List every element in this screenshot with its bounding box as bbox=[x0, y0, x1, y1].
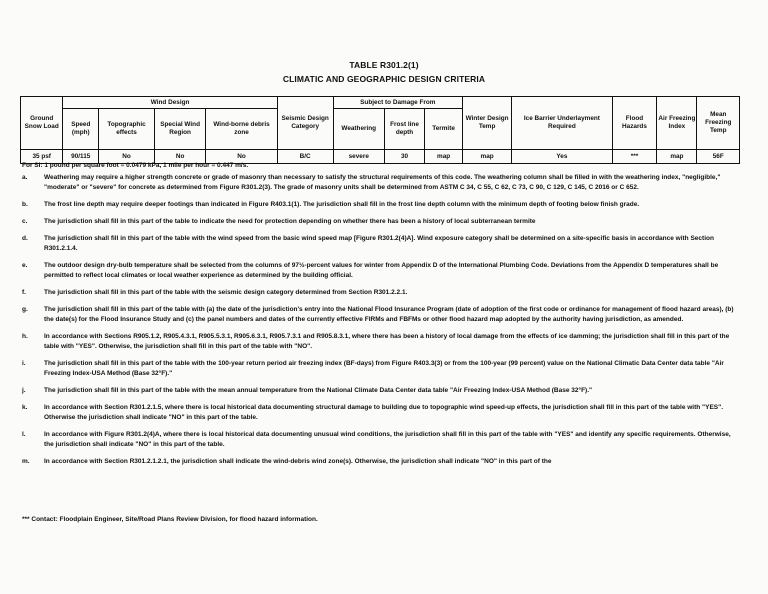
value-ground-snow-load: 35 psf bbox=[21, 150, 63, 164]
header-seismic-design-category: Seismic Design Category bbox=[277, 97, 333, 150]
footnote-marker: a. bbox=[22, 174, 28, 181]
footnote bbox=[22, 457, 742, 467]
footnote bbox=[22, 234, 742, 254]
value-windborne-debris-zone: No bbox=[206, 150, 277, 164]
header-ground-snow-load: Ground Snow Load bbox=[21, 97, 63, 150]
contact-note: *** Contact: Floodplain Engineer, Site/Road Plans Review Division, for flood hazard information. bbox=[22, 516, 318, 523]
group-header-wind-design: Wind Design bbox=[63, 97, 277, 109]
footnote-marker: k. bbox=[22, 404, 28, 411]
footnote-marker: j. bbox=[22, 387, 26, 394]
header-flood-hazards: Flood Hazards bbox=[612, 97, 657, 150]
footnote-marker: h. bbox=[22, 333, 28, 340]
header-ice-barrier: Ice Barrier Underlayment Required bbox=[512, 97, 612, 150]
group-header-subject-to-damage: Subject to Damage From bbox=[333, 97, 462, 109]
value-frost-line-depth: 30 bbox=[384, 150, 424, 164]
header-termite: Termite bbox=[425, 109, 463, 150]
footnote bbox=[22, 403, 742, 423]
value-speed: 90/115 bbox=[63, 150, 99, 164]
footnote-marker: l. bbox=[22, 431, 26, 438]
footnote bbox=[22, 386, 742, 396]
footnotes bbox=[22, 161, 742, 474]
header-windborne-debris-zone: Wind-borne debris zone bbox=[206, 109, 277, 150]
footnote bbox=[22, 305, 742, 325]
footnote-text: The outdoor design dry-bulb temperature shall be selected from the columns of 97½-percent values for winter from Appendix D of the International Plumbing Code. Deviations from the Appendix D temperatures shall be permitted to reflect local climates or local weather experience as determined by the building official. bbox=[44, 262, 719, 279]
header-mean-freezing-temp: Mean Freezing Temp bbox=[697, 97, 740, 150]
value-flood-hazards: *** bbox=[612, 150, 657, 164]
footnote-text: The frost line depth may require deeper footings than indicated in Figure R403.1(1). The jurisdiction shall fill in the frost line depth column with the minimum depth of footing below finish grade. bbox=[44, 201, 640, 208]
footnote-marker: c. bbox=[22, 218, 28, 225]
footnote bbox=[22, 200, 742, 210]
value-topographic-effects: No bbox=[99, 150, 155, 164]
footnote bbox=[22, 288, 742, 298]
footnote-text: In accordance with Figure R301.2(4)A, where there is local historical data documenting unusual wind conditions, the jurisdiction shall fill in this part of the table with "YES" and identify any specific requirements. Otherwise, the jurisdiction shall indicate "NO" in this part of the table. bbox=[44, 431, 731, 448]
header-frost-line-depth: Frost line depth bbox=[384, 109, 424, 150]
header-topographic-effects: Topographic effects bbox=[99, 109, 155, 150]
si-conversion-note: For SI: 1 pound per square foot = 0.0479 kPa, 1 mile per hour = 0.447 m/s. bbox=[22, 162, 249, 169]
value-air-freezing-index: map bbox=[657, 150, 697, 164]
value-winter-design-temp: map bbox=[463, 150, 512, 164]
footnote-text: The jurisdiction shall fill in this part of the table with the 100-year return period air freezing index (BF-days) from Figure R403.3(3) or from the 100-year (99 percent) value on the National Climatic Data Center data table "Air Freezing Index-USA Method (Base 32°F)." bbox=[44, 360, 724, 377]
value-termite: map bbox=[425, 150, 463, 164]
footnote bbox=[22, 430, 742, 450]
value-weathering: severe bbox=[333, 150, 384, 164]
table-number: TABLE R301.2(1) bbox=[349, 60, 419, 70]
footnote bbox=[22, 217, 742, 227]
footnote-marker: e. bbox=[22, 262, 28, 269]
footnote-marker: i. bbox=[22, 360, 26, 367]
footnote bbox=[22, 332, 742, 352]
footnote-text: In accordance with Section R301.2.1.5, where there is local historical data documenting structural damage to building due to topographic wind speed-up effects, the jurisdiction shall fill in this part of the table with "YES". Otherwise the jurisdiction shall indicate "NO" in this part of the table. bbox=[44, 404, 724, 421]
footnote-marker: g. bbox=[22, 306, 28, 313]
footnote bbox=[22, 173, 742, 193]
footnote-text: In accordance with Section R301.2.1.2.1, the jurisdiction shall indicate the wind-debris wind zone(s). Otherwise, the jurisdiction shall indicate "NO" in this part of the bbox=[44, 458, 552, 465]
footnote-text: The jurisdiction shall fill in this part of the table to indicate the need for protection depending on whether there has been a history of local subterranean termite bbox=[44, 218, 536, 225]
value-ice-barrier: Yes bbox=[512, 150, 612, 164]
footnote-text: In accordance with Sections R905.1.2, R905.4.3.1, R905.5.3.1, R905.6.3.1, R905.7.3.1 and R905.8.3.1, where there has been a history of local damage from the effects of ice damming; the jurisdiction shall fill in this part of the table with "YES". Otherwise, the jurisdiction shall fill in this part of the table with "NO". bbox=[44, 333, 730, 350]
header-air-freezing-index: Air Freezing Index bbox=[657, 97, 697, 150]
footnote-text: The jurisdiction shall fill in this part of the table with the seismic design category determined from Section R301.2.2.1. bbox=[44, 289, 408, 296]
header-special-wind-region: Special Wind Region bbox=[154, 109, 205, 150]
header-speed: Speed (mph) bbox=[63, 109, 99, 150]
design-criteria-table bbox=[20, 96, 740, 164]
value-special-wind-region: No bbox=[154, 150, 205, 164]
table-title: CLIMATIC AND GEOGRAPHIC DESIGN CRITERIA bbox=[282, 74, 486, 84]
footnote-text: Weathering may require a higher strength concrete or grade of masonry than necessary to satisfy the structural requirements of this code. The weathering column shall be filled in with the weathering index, "negligible," "moderate" or "severe" for concrete as determined from Figure R301.2(3). The grade of masonry units shall be determined from ASTM C 34, C 55, C 62, C 73, C 90, C 129, C 145, C 2016 or C 652. bbox=[44, 174, 721, 191]
footnote-marker: f. bbox=[22, 289, 26, 296]
value-seismic-design-category: B/C bbox=[277, 150, 333, 164]
footnote-text: The jurisdiction shall fill in this part of the table with the mean annual temperature from the National Climate Data Center data table "Air Freezing Index-USA Method (Base 32°F)." bbox=[44, 387, 593, 394]
header-winter-design-temp: Winter Design Temp bbox=[463, 97, 512, 150]
footnote-text: The jurisdiction shall fill in this part of the table with the wind speed from the basic wind speed map [Figure R301.2(4)A]. Wind exposure category shall be determined on a site-specific basis in accordance with Section R301.2.1.4. bbox=[44, 235, 714, 252]
footnote-marker: b. bbox=[22, 201, 28, 208]
header-weathering: Weathering bbox=[333, 109, 384, 150]
value-mean-freezing-temp: 56F bbox=[697, 150, 740, 164]
footnote bbox=[22, 261, 742, 281]
footnote-marker: d. bbox=[22, 235, 28, 242]
footnote-text: The jurisdiction shall fill in this part of the table with (a) the date of the jurisdiction's entry into the National Flood Insurance Program (date of adoption of the first code or ordinance for management of flood hazard areas), (b) the date(s) for the Flood Insurance Study and (c) the panel numbers and dates of the currently effective FIRMs and FBFMs or other flood hazard map adopted by the authority having jurisdiction, as amended. bbox=[44, 306, 734, 323]
footnote-marker: m. bbox=[22, 458, 30, 465]
footnote bbox=[22, 359, 742, 379]
